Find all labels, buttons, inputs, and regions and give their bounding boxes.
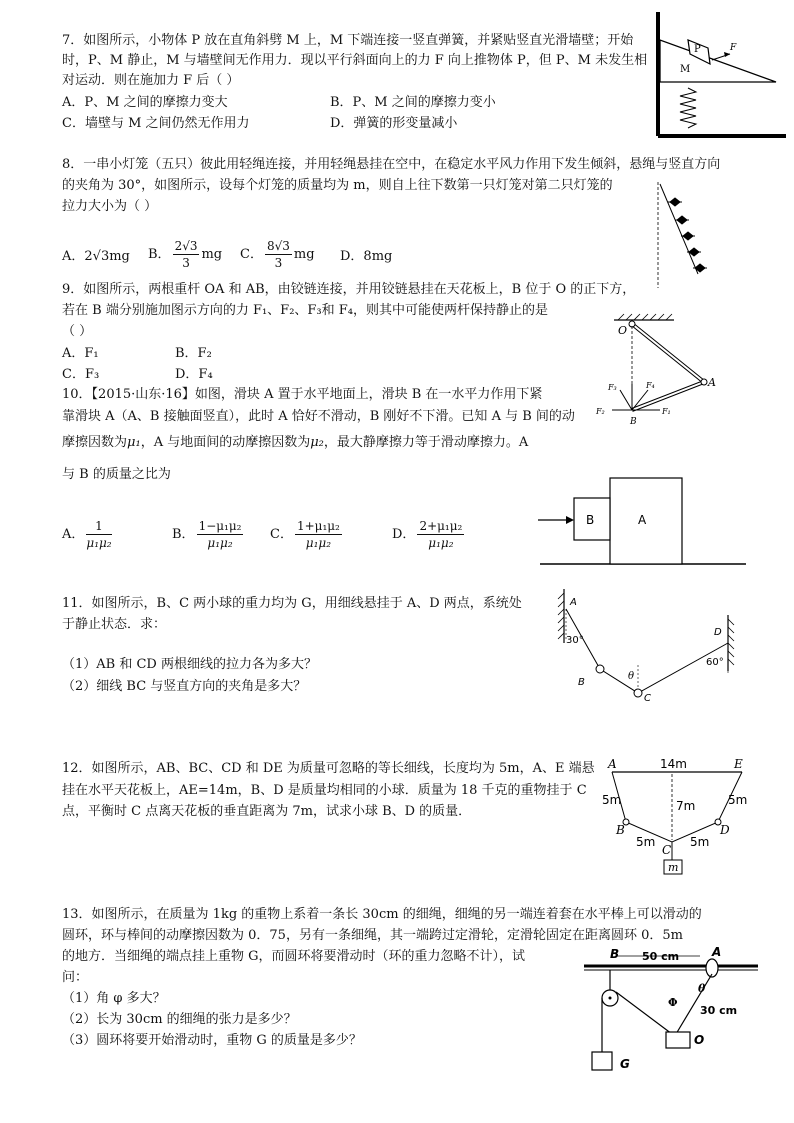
q12-line1: 12．如图所示，AB、BC、CD 和 DE 为质量可忽略的等长细线，长度均为 5m，A、E 端悬: [62, 761, 595, 776]
q12-fig-e: E: [734, 757, 743, 771]
q12-line2: 挂在水平天花板上，AE=14m，B、D 是质量均相同的小球．质量为 18 千克的重物挂于 C: [62, 783, 587, 798]
q10-figure: [536, 476, 750, 568]
q9-option-c: C．F₃: [62, 367, 100, 382]
q13-fig-a: A: [712, 945, 722, 959]
q13-sub2: （2）长为 30cm 的细绳的张力是多少？: [62, 1012, 297, 1027]
q9-figure: [592, 312, 732, 430]
q9-line2: 若在 B 端分别施加图示方向的力 F₁、F₂、F₃和 F₄，则其中可能使两杆保持静止的是: [62, 303, 549, 318]
q11-fig-b: B: [578, 677, 585, 688]
q8-option-c-prefix: C．: [240, 247, 263, 262]
q8-line2: 的夹角为 30°，如图所示，设每个灯笼的质量均为 m，则自上往下数第一只灯笼对第二只灯笼的: [62, 178, 613, 193]
q13-line3: 的地方．当细绳的端点挂上重物 G，而圆环将要滑动时（环的重力忽略不计），试: [62, 949, 526, 964]
q9-fig-a: A: [708, 376, 716, 389]
q12-fig-ae: 14m: [660, 757, 687, 771]
q10-line2: 靠滑块 A（A、B 接触面竖直），此时 A 恰好不滑动，B 刚好不下滑。已知 A 与 B 间的动: [62, 409, 575, 424]
q7-line3: 对运动．则在施加力 F 后（ ）: [62, 73, 240, 88]
q10-option-d-prefix: D．: [392, 527, 416, 542]
q9-option-d: D．F₄: [175, 367, 213, 382]
q8-option-b-den: 3: [182, 256, 190, 270]
q12-fig-depth: 7m: [676, 799, 696, 813]
q12-figure: [600, 756, 758, 884]
q8-option-a: A．2√3mg: [62, 249, 130, 264]
q9-option-b: B．F₂: [175, 346, 212, 361]
q7-line1: 7．如图所示，小物体 P 放在直角斜劈 M 上，M 下端连接一竖直弹簧，并紧贴竖直光滑墙壁；开始: [62, 33, 634, 48]
q9-fig-f2: F₂: [596, 407, 605, 416]
q10-option-c-prefix: C．: [270, 527, 293, 542]
q10-line1: 10．【2015·山东·16】如图，滑块 A 置于水平地面上，滑块 B 在一水平力作用下紧: [62, 387, 543, 402]
q10-option-a-den: μ₁μ₂: [86, 536, 112, 550]
q7-fig-f: F: [730, 43, 737, 53]
q8-line1: 8．一串小灯笼（五只）彼此用轻绳连接，并用轻绳悬挂在空中，在稳定水平风力作用下发生倾斜，悬绳与竖直方向: [62, 157, 721, 172]
q8-option-b-prefix: B．: [148, 247, 171, 262]
q12-fig-m: m: [668, 861, 679, 874]
q12-fig-seg-de: 5m: [728, 793, 748, 807]
q11-fig-theta: θ: [628, 671, 635, 682]
q11-sub2: （2）细线 BC 与竖直方向的夹角是多大？: [62, 679, 307, 694]
q9-fig-b: B: [630, 417, 637, 427]
q8-option-b: [148, 238, 222, 271]
q7-fig-m: M: [680, 64, 691, 75]
q10-line4: 与 B 的质量之比为: [62, 467, 171, 482]
q8-line3: 拉力大小为（ ）: [62, 199, 158, 214]
q11-figure: [554, 585, 744, 705]
q10-option-a: [62, 518, 114, 551]
q11-line2: 于静止状态．求：: [62, 617, 167, 632]
q11-sub1: （1）AB 和 CD 两根细线的拉力各为多大？: [62, 657, 317, 672]
q10-option-d: [392, 518, 466, 551]
q13-sub3: （3）圆环将要开始滑动时，重物 G 的质量是多少？: [62, 1033, 362, 1048]
q11-fig-c: C: [644, 693, 651, 704]
q9-fig-o: O: [618, 324, 628, 337]
q12-fig-seg-cd: 5m: [690, 835, 710, 849]
q8-option-c-den: 3: [274, 256, 283, 270]
q10-option-a-num: 1: [86, 518, 111, 535]
q12-fig-c: C: [662, 843, 672, 857]
q10-option-b-den: μ₁μ₂: [207, 536, 233, 550]
q7-option-d: D．弹簧的形变量减小: [330, 116, 458, 131]
q13-fig-50cm: 50 cm: [642, 950, 680, 963]
q8-option-c-unit: mg: [293, 247, 315, 262]
q13-figure: [580, 944, 764, 1076]
q11-line1: 11．如图所示，B、C 两小球的重力均为 G，用细线悬挂于 A、D 两点，系统处: [62, 596, 522, 611]
q9-line1: 9．如图所示，两根重杆 OA 和 AB，由铰链连接，并用铰链悬挂在天花板上，B 位于 O 的正下方，: [62, 282, 636, 297]
q10-option-d-den: μ₁μ₂: [428, 536, 454, 550]
q11-fig-d: D: [714, 627, 722, 638]
q13-sub1: （1）角 φ 多大？: [62, 991, 166, 1006]
q12-fig-seg-ab: 5m: [602, 793, 622, 807]
q12-fig-seg-bc: 5m: [636, 835, 656, 849]
q9-fig-f3: F₃: [608, 383, 617, 392]
q12-fig-b: B: [616, 823, 625, 837]
q8-lantern-figure: [650, 180, 710, 290]
q13-line1: 13．如图所示，在质量为 1kg 的重物上系着一条长 30cm 的细绳，细绳的另一端连着套在水平棒上可以滑动的: [62, 907, 702, 922]
q13-fig-phi: Φ: [668, 996, 678, 1009]
q8-option-b-unit: mg: [201, 247, 223, 262]
q8-option-c-num: 8√3: [266, 239, 290, 253]
q10-option-c-den: μ₁μ₂: [305, 536, 332, 550]
q7-option-b: B．P、M 之间的摩擦力变小: [330, 95, 496, 110]
q7-fig-p: P: [694, 44, 701, 55]
q11-fig-a: A: [570, 597, 577, 608]
q10-mu1: μ₁: [127, 435, 141, 450]
q10-option-c-num: 1+μ₁μ₂: [296, 519, 340, 533]
q12-line3: 点，平衡时 C 点离天花板的垂直距离为 7m，试求小球 B、D 的质量．: [62, 804, 472, 819]
q9-fig-f4: F₄: [646, 381, 655, 390]
q13-fig-o: O: [694, 1033, 705, 1047]
q10-option-b-num: 1−μ₁μ₂: [198, 519, 242, 533]
q13-fig-g: G: [620, 1057, 630, 1071]
q9-line3: （ ）: [62, 324, 93, 339]
q9-option-a: A．F₁: [62, 346, 99, 361]
q10-mu2: μ₂: [310, 435, 324, 450]
q10-line3-b: ，A 与地面间的动摩擦因数为: [140, 435, 311, 450]
q10-option-c: [270, 518, 344, 551]
q10-option-a-prefix: A．: [62, 527, 85, 542]
q12-fig-a: A: [608, 757, 617, 771]
q10-option-d-num: 2+μ₁μ₂: [419, 519, 463, 533]
q7-option-c: C．墙壁与 M 之间仍然无作用力: [62, 116, 250, 131]
q10-option-b: [172, 518, 245, 551]
q10-fig-a: A: [638, 513, 647, 527]
q10-line3-a: 摩擦因数为: [62, 435, 128, 450]
q13-fig-theta: θ: [698, 982, 706, 995]
q13-fig-30cm: 30 cm: [700, 1004, 738, 1017]
q10-fig-b: B: [586, 513, 595, 527]
q7-line2: 时，P、M 静止，M 与墙壁间无作用力．现以平行斜面向上的力 F 向上推物体 P，但 P、M 未发生相: [62, 53, 648, 68]
q10-line3-c: ，最大静摩擦力等于滑动摩擦力。A: [323, 435, 529, 450]
q8-option-c: [240, 238, 315, 271]
q7-option-a: A．P、M 之间的摩擦力变大: [62, 95, 228, 110]
q12-fig-d: D: [720, 823, 730, 837]
q10-line3: [62, 434, 528, 452]
q11-fig-angle-d: 60°: [706, 657, 724, 668]
q8-option-d: D．8mg: [340, 249, 393, 264]
q13-line4: 问：: [62, 970, 89, 985]
q13-fig-b: B: [610, 947, 620, 961]
q11-fig-angle-a: 30°: [566, 635, 584, 646]
q7-figure: [650, 10, 790, 140]
q10-option-b-prefix: B．: [172, 527, 195, 542]
q9-fig-f1: F₁: [662, 407, 671, 416]
q13-line2: 圆环，环与棒间的动摩擦因数为 0．75，另有一条细绳，其一端跨过定滑轮，定滑轮固定在距离圆环 0．5m: [62, 928, 683, 943]
q8-option-b-num: 2√3: [174, 239, 198, 253]
